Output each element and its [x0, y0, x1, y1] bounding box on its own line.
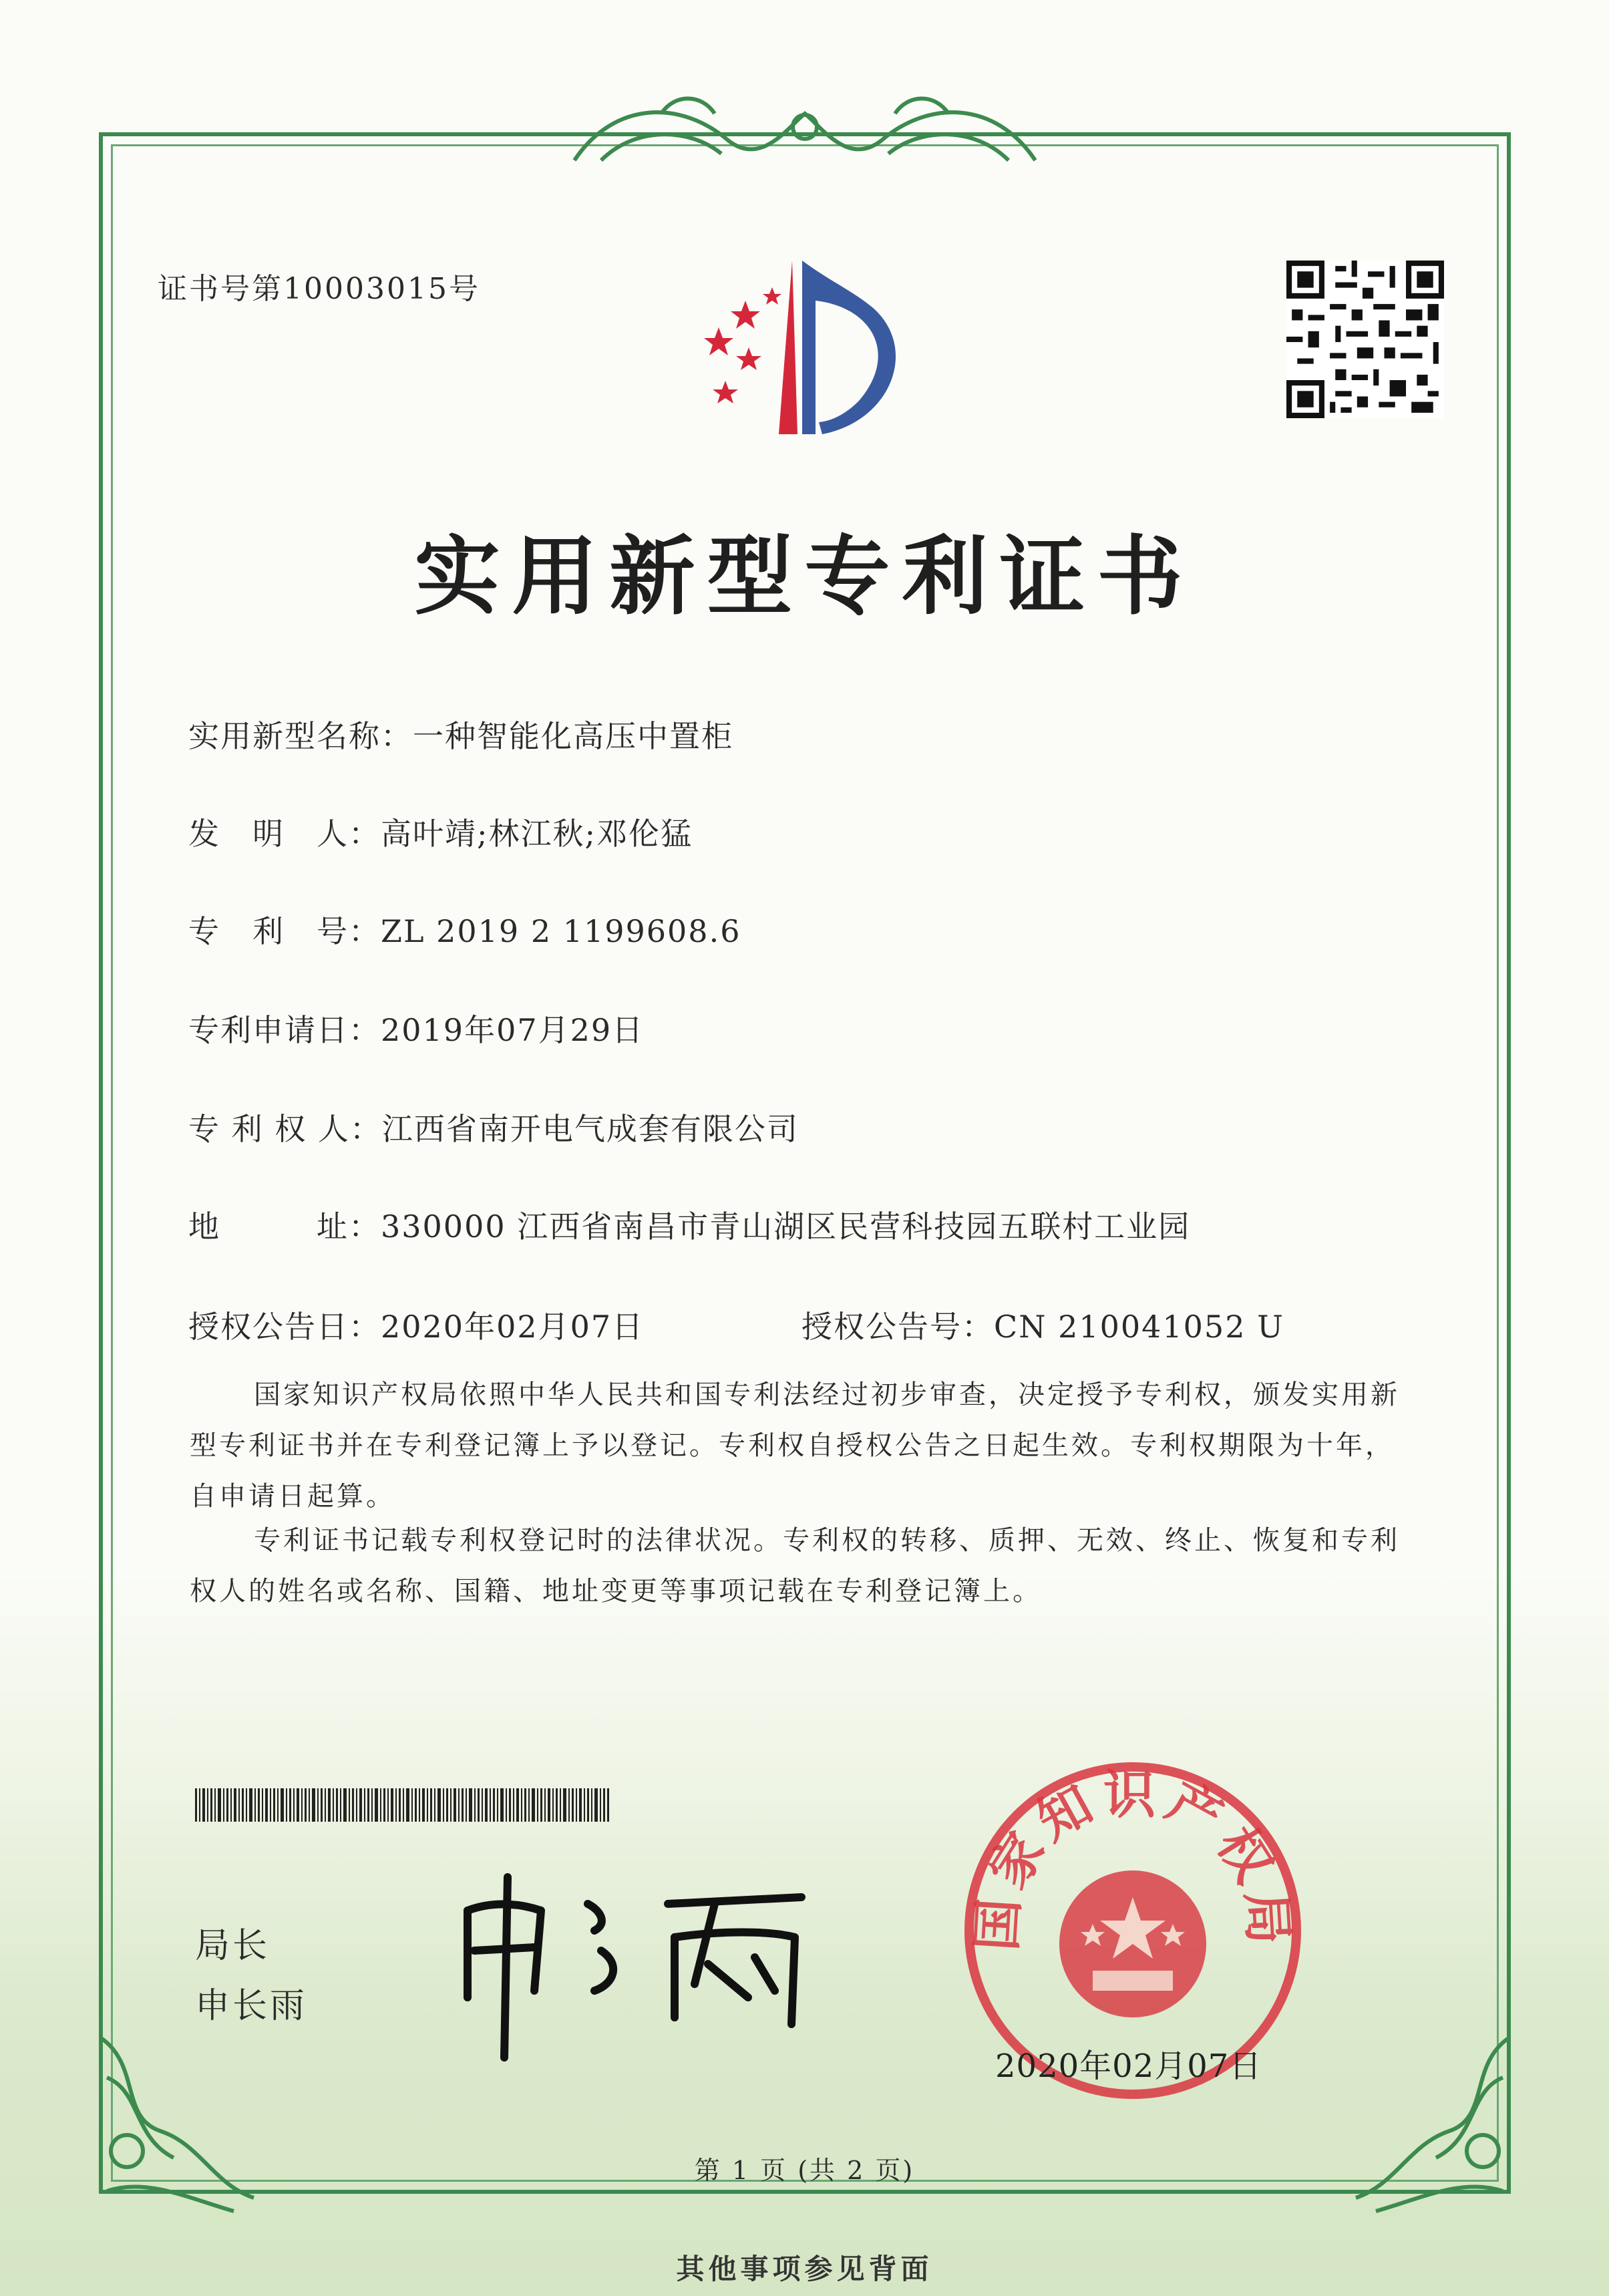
bottom-note: 其他事项参见背面: [676, 2253, 933, 2285]
field-application-date: [188, 1006, 644, 1050]
handwritten-signature: [454, 1864, 828, 2064]
official-title: 局长: [195, 1926, 271, 1966]
field-value: 一种智能化高压中置柜: [413, 718, 733, 754]
field-inventor: [188, 810, 693, 854]
field-announcement-date: [188, 1303, 644, 1347]
top-ornament: [561, 87, 1049, 180]
field-label: 授权公告号：: [801, 1309, 994, 1345]
field-label: 实用新型名称：: [188, 718, 413, 754]
legal-paragraph-1: 国家知识产权局依照中华人民共和国专利法经过初步审查，决定授予专利权，颁发实用新型专利证书并在专利登记簿上予以登记。专利权自授权公告之日起生效。专利权期限为十年，自申请日起算。: [190, 1379, 1400, 1512]
certificate-number: 证书号第10003015号: [158, 272, 480, 306]
field-patent-holder: [188, 1105, 799, 1149]
field-value: 2020年02月07日: [381, 1309, 645, 1345]
field-announcement-number: [801, 1303, 1284, 1347]
bottom-right-ornament: [1343, 2024, 1530, 2218]
field-value: 高叶靖;林江秋;邓伦猛: [381, 816, 693, 852]
page-number: 第 1 页 (共 2 页): [694, 2156, 915, 2185]
field-value: 2019年07月29日: [381, 1012, 645, 1048]
field-value: 330000 江西省南昌市青山湖区民营科技园五联村工业园: [381, 1208, 1191, 1245]
field-label: 专 利 号：: [188, 913, 381, 949]
svg-text:国家知识产权局: 国家知识产权局: [966, 1765, 1299, 1953]
field-label: 地 址：: [188, 1208, 381, 1245]
legal-paragraph-2: 专利证书记载专利权登记时的法律状况。专利权的转移、质押、无效、终止、恢复和专利权人的姓名或名称、国籍、地址变更等事项记载在专利登记簿上。: [190, 1525, 1400, 1607]
seal-date: 2020年02月07日: [995, 2047, 1262, 2085]
field-utility-model-name: [188, 712, 733, 756]
field-label: 授权公告日：: [188, 1309, 381, 1345]
certificate-title: 实用新型专利证书: [414, 526, 1195, 627]
field-label: 专利申请日：: [188, 1012, 381, 1048]
field-address: [188, 1202, 1190, 1247]
bottom-left-ornament: [80, 2024, 267, 2218]
field-value: CN 210041052 U: [994, 1309, 1284, 1345]
field-patent-number: [188, 907, 741, 951]
field-label: 发 明 人：: [188, 816, 381, 852]
qr-code: [1286, 261, 1444, 418]
official-name: 申长雨: [195, 1986, 308, 2026]
field-value: 江西省南开电气成套有限公司: [381, 1111, 799, 1147]
patent-office-emblem: [679, 247, 932, 448]
barcode: [195, 1788, 609, 1822]
field-label: 专 利 权 人：: [188, 1111, 382, 1147]
field-value: ZL 2019 2 1199608.6: [381, 913, 741, 949]
